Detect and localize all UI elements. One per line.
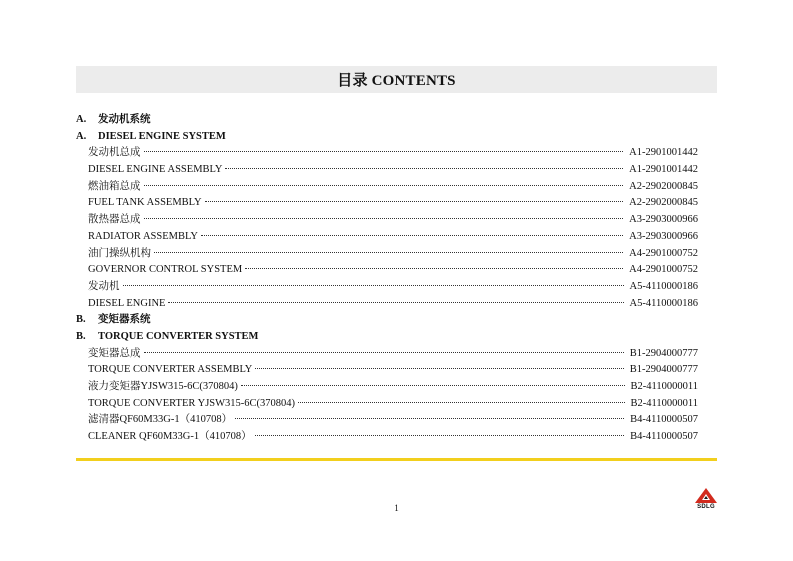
section-title-en: DIESEL ENGINE SYSTEM <box>98 130 226 142</box>
toc-entry-label: DIESEL ENGINE <box>88 297 166 309</box>
toc-entry-label: 散热器总成 <box>88 214 141 226</box>
toc-leader-dots <box>255 435 624 436</box>
toc-entry-code: A1-2901001442 <box>629 164 698 176</box>
toc-entry-code: A4-2901000752 <box>629 264 698 276</box>
toc-entry <box>76 296 698 313</box>
toc-entry-code: A2-2902000845 <box>629 180 698 192</box>
toc-leader-dots <box>241 385 625 386</box>
toc-entry-code: A3-2903000966 <box>629 214 698 226</box>
toc-entry <box>76 362 698 379</box>
toc-leader-dots <box>245 268 623 269</box>
toc-entry-code: A5-4110000186 <box>629 297 698 309</box>
toc-entry <box>76 162 698 179</box>
toc-entry <box>76 262 698 279</box>
toc-entry <box>76 212 698 229</box>
table-of-contents <box>76 112 698 446</box>
toc-entry-label: TORQUE CONVERTER YJSW315-6C(370804) <box>88 397 296 409</box>
toc-entry-label: 变矩器总成 <box>88 347 141 359</box>
toc-entry <box>76 429 698 446</box>
toc-entry-code: B4-4110000507 <box>630 431 698 443</box>
section-b-entries <box>76 346 698 446</box>
toc-entry <box>76 379 698 396</box>
toc-entry <box>76 179 698 196</box>
footer-rule <box>76 458 717 461</box>
sdlg-logo <box>693 488 719 514</box>
sdlg-logo-text: SDLG <box>697 504 715 510</box>
section-letter: B. <box>76 314 86 326</box>
toc-entry <box>76 396 698 413</box>
section-b-header-en <box>76 329 698 346</box>
toc-entry-code: B1-2904000777 <box>629 364 698 376</box>
section-a-entries <box>76 145 698 312</box>
toc-entry <box>76 246 698 263</box>
sdlg-triangle-logo-icon <box>695 488 717 503</box>
toc-leader-dots <box>235 418 624 419</box>
toc-entry-label: 发动机 <box>88 280 120 292</box>
toc-entry-label: 发动机总成 <box>88 147 141 159</box>
toc-entry-code: B4-4110000507 <box>630 414 698 426</box>
toc-entry-label: 油门操纵机构 <box>88 247 151 259</box>
toc-entry <box>76 346 698 363</box>
toc-entry-code: A5-4110000186 <box>629 280 698 292</box>
toc-entry-label: 滤清器QF60M33G-1（410708） <box>88 414 233 426</box>
toc-entry-label: CLEANER QF60M33G-1（410708） <box>88 431 252 443</box>
toc-entry-code: A1-2901001442 <box>629 147 698 159</box>
toc-leader-dots <box>168 302 623 303</box>
toc-leader-dots <box>144 218 624 219</box>
section-a-header-cn <box>76 112 698 129</box>
toc-entry-label: RADIATOR ASSEMBLY <box>88 230 198 242</box>
toc-entry-label: DIESEL ENGINE ASSEMBLY <box>88 164 223 176</box>
toc-leader-dots <box>144 151 624 152</box>
toc-leader-dots <box>201 235 623 236</box>
toc-entry-label: 燃油箱总成 <box>88 180 141 192</box>
toc-entry-code: A3-2903000966 <box>629 230 698 242</box>
toc-leader-dots <box>255 368 623 369</box>
toc-entry <box>76 279 698 296</box>
toc-leader-dots <box>205 201 624 202</box>
toc-leader-dots <box>144 352 624 353</box>
toc-entry-code: B2-4110000011 <box>630 397 698 409</box>
toc-entry-label: TORQUE CONVERTER ASSEMBLY <box>88 364 253 376</box>
section-letter: A. <box>76 130 87 142</box>
section-title-cn: 变矩器系统 <box>98 314 151 326</box>
toc-entry <box>76 195 698 212</box>
page-number: 1 <box>394 503 399 513</box>
toc-leader-dots <box>298 402 624 403</box>
toc-leader-dots <box>123 285 624 286</box>
toc-entry-label: FUEL TANK ASSEMBLY <box>88 197 202 209</box>
toc-entry <box>76 229 698 246</box>
toc-leader-dots <box>154 252 623 253</box>
toc-entry-code: B2-4110000011 <box>630 381 698 392</box>
toc-entry <box>76 145 698 162</box>
toc-leader-dots <box>225 168 623 169</box>
section-a-header-en <box>76 129 698 146</box>
toc-entry-code: A2-2902000845 <box>629 197 698 209</box>
contents-title: 目录 CONTENTS <box>337 73 456 89</box>
section-title-en: TORQUE CONVERTER SYSTEM <box>98 330 259 342</box>
toc-entry-code: B1-2904000777 <box>629 347 698 359</box>
section-letter: B. <box>76 330 86 342</box>
toc-entry-code: A4-2901000752 <box>629 247 698 259</box>
toc-entry <box>76 412 698 429</box>
contents-title-bar <box>76 66 717 93</box>
section-title-cn: 发动机系统 <box>98 114 151 125</box>
toc-leader-dots <box>144 185 624 186</box>
toc-entry-label: 液力变矩器YJSW315-6C(370804) <box>88 381 238 392</box>
section-letter: A. <box>76 114 87 125</box>
section-b-header-cn <box>76 312 698 329</box>
toc-entry-label: GOVERNOR CONTROL SYSTEM <box>88 264 243 276</box>
